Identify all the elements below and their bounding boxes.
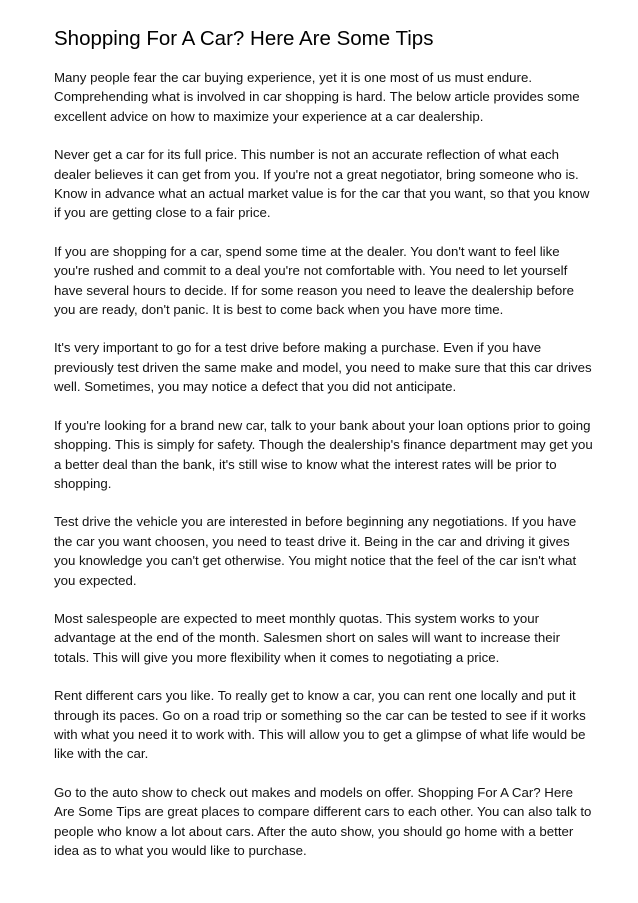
paragraph-spacing <box>54 590 594 609</box>
paragraph-spacing <box>54 397 594 416</box>
paragraph-spacing <box>54 126 594 145</box>
paragraph-9: Go to the auto show to check out makes and models on offer. Shopping For A Car? Here Are Some Tips are great places to compare different cars to each other. You can also talk to people who know a lot about cars. After the auto show, you should go home with a better idea as to what you would like to purchase. <box>54 784 592 858</box>
paragraph-7: Most salespeople are expected to meet monthly quotas. This system works to your advantage at the end of the month. Salesmen short on sales will want to increase their totals. This will give you more flexibility when it comes to negotiating a price. <box>54 610 561 665</box>
paragraph-spacing <box>54 764 594 783</box>
paragraph-3: If you are shopping for a car, spend some time at the dealer. You don't want to feel like you're rushed and commit to a deal you're not comfortable with. You need to let yourself have several hours to decide. If for some reason you need to leave the dealership before you are ready, don't panic. It is best to come back when you have more time. <box>54 243 575 318</box>
title-spacing <box>54 52 594 68</box>
paragraph-spacing <box>54 493 594 512</box>
paragraph-8: Rent different cars you like. To really get to know a car, you can rent one locally and put it through its paces. Go on a road trip or something so the car can be tested to see if it works with what you need it to work with. This will allow you to get a glimpse of what life would be like with the car. <box>54 688 586 762</box>
paragraph-6: Test drive the vehicle you are interested in before beginning any negotiations. If you have the car you want choosen, you need to teast drive it. Being in the car and driving it gives you knowledge you can't get otherwise. You might notice that the feel of the car isn't what you expected. <box>54 514 577 588</box>
document-content <box>54 26 594 860</box>
document-title: Shopping For A Car? Here Are Some Tips <box>54 27 434 50</box>
paragraph-1: Many people fear the car buying experience, yet it is one most of us must endure. Comprehending what is involved in car shopping is hard. The below article provides some excellent advice on how to maximize your experience at a car dealership. <box>54 70 580 124</box>
paragraph-spacing <box>54 223 594 242</box>
paragraph-4: It's very important to go for a test drive before making a purchase. Even if you have previously test driven the same make and model, you need to make sure that this car drives well. Sometimes, you may notice a defect that you did not anticipate. <box>54 340 592 395</box>
paragraph-5: If you're looking for a brand new car, talk to your bank about your loan options prior to going shopping. This is simply for safety. Though the dealership's finance department may get you a better deal than the bank, it's still wise to know what the interest rates will be prior to shopping. <box>54 417 593 491</box>
paragraph-2: Never get a car for its full price. This number is not an accurate reflection of what each dealer believes it can get from you. If you're not a great negotiator, bring someone who is. Know in advance what an actual market value is for the car that you want, so that you know if you are getting close to a fair price. <box>54 147 590 221</box>
paragraph-spacing <box>54 667 594 686</box>
paragraph-spacing <box>54 319 594 338</box>
